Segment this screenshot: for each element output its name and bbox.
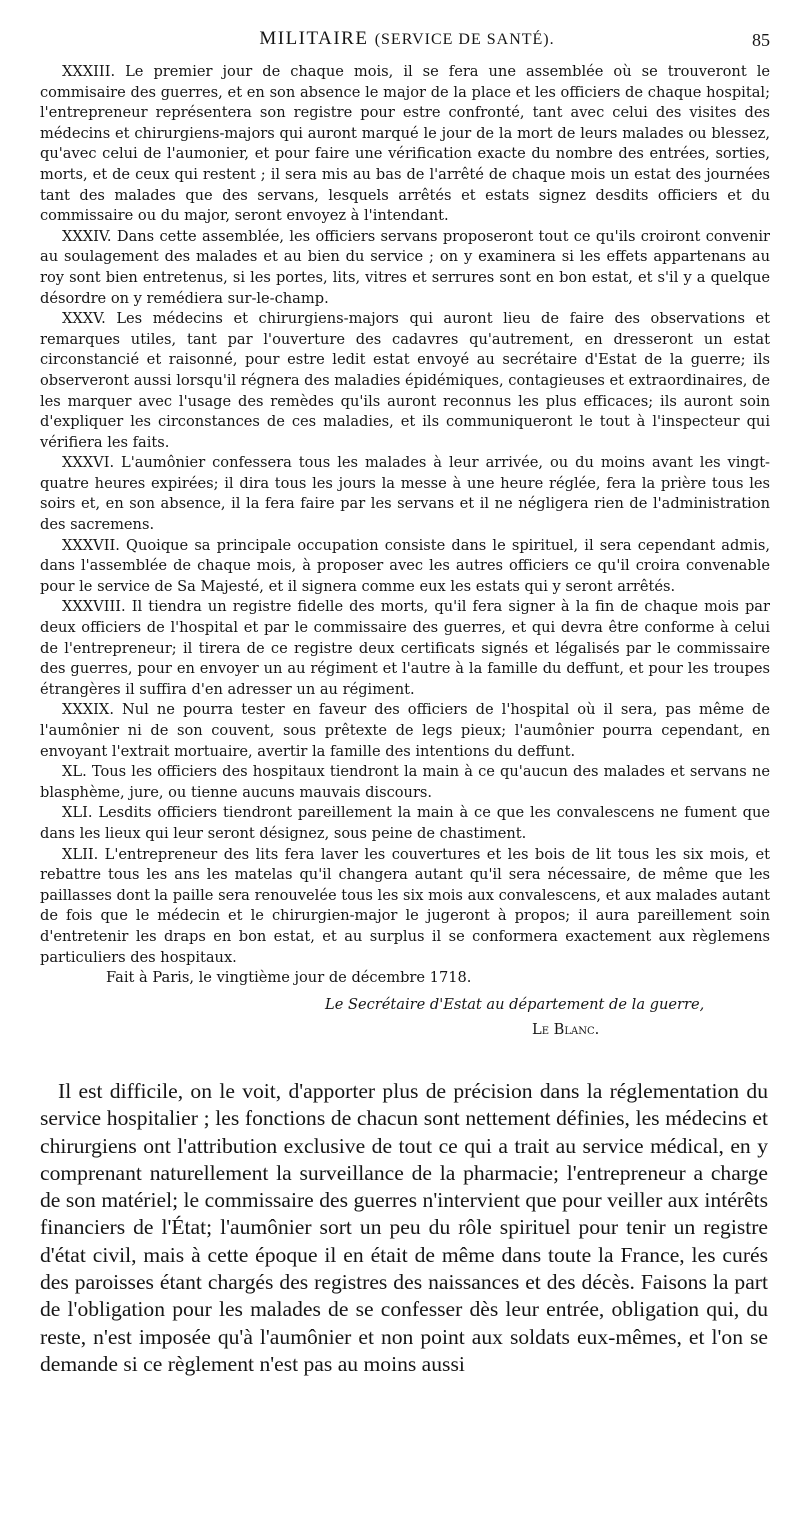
article-xxxix: XXXIX. Nul ne pourra tester en faveur des officiers de l'hospital où il sera, pas même de l'aumônier ni de son couvent, sous prêtexte de legs pieux; l'aumônier pourra cependant, en envoyant l'extrait mortuaire, avertir la famille des intentions du deffunt. [40, 701, 770, 760]
article-xxxvi: XXXVI. L'aumônier confessera tous les malades à leur arrivée, ou du moins avant les vingt-quatre heures expirées; il dira tous les jours la messe à une heure réglée, fera la prière tous les soirs et, en son absence, il la fera faire par les servans et il ne négligera rien de l'administration des sacremens. [40, 454, 770, 534]
commentary-section [40, 1078, 768, 1378]
article-xxxiv: XXXIV. Dans cette assemblée, les officiers servans proposeront tout ce qu'ils croiront convenir au soulagement des malades et au bien du service ; on y examinera si les effets appartenans au roy sont bien entretenus, si les portes, lits, vitres et serrures sont en bon estat, et s'il y a quelque désordre on y remédiera sur-le-champ. [40, 227, 770, 307]
article-xlii: XLII. L'entrepreneur des lits fera laver les couvertures et les bois de lit tous les six mois, et rebattre tous les ans les matelas qu'il changera autant qu'il sera nécessaire, de même que les paillasses dont la paille sera renouvelée tous les six mois aux convalescens, et aux malades autant de fois que le médecin et le chirurgien-major le jugeront à propos; il aura pareillement soin d'entretenir les draps en bon estat, et au surplus il se conformera exactement aux règlemens particuliers des hospitaux. [40, 845, 770, 966]
header-title: MILITAIRE [259, 28, 369, 49]
signer-name: Le Blanc. [532, 1020, 600, 1038]
regulation-articles [40, 62, 770, 1041]
signature-title: Le Secrétaire d'Estat au département de la guerre, [325, 995, 705, 1013]
commentary-paragraph: Il est difficile, on le voit, d'apporter plus de précision dans la réglementation du service hospitalier ; les fonctions de chacun sont nettement définies, les médecins et chirurgiens ont l'attribution exclusive de tout ce qui a trait au service médical, en y comprenant naturellement la surveillance de la pharmacie; l'entrepreneur a charge de son matériel; le commissaire des guerres n'intervient que pour veiller aux intérêts financiers de l'État; l'aumônier sort un peu du rôle spirituel pour tenir un registre d'état civil, mais à cette époque il en était de même dans toute la France, les curés des paroisses étant chargés des registres des naissances et des décès. Faisons la part de l'obligation pour les malades de se confesser dès leur entrée, obligation qui, du reste, n'est imposée qu'à l'aumônier et non point aux soldats eux-mêmes, et l'on se demande si ce règlement n'est pas au moins aussi [40, 1079, 768, 1376]
article-xxxv: XXXV. Les médecins et chirurgiens-majors qui auront lieu de faire des observations et remarques utiles, tant par l'ouverture des cadavres qu'autrement, en dresseront un estat circonstancié et raisonné, pour estre ledit estat envoyé au secrétaire d'Estat de la guerre; ils observeront aussi lorsqu'il régnera des maladies épidémiques, contagieuses et extraordinaires, de les marquer avec l'usage des remèdes qu'ils auront reconnus les plus efficaces; ils auront soin d'expliquer les circonstances de ces maladies, et ils communiqueront le tout à l'inspecteur qui vérifiera les faits. [40, 310, 770, 451]
article-xxxvii: XXXVII. Quoique sa principale occupation consiste dans le spirituel, il sera cependant admis, dans l'assemblée de chaque mois, à proposer avec les autres officiers ce qu'il croira convenable pour le service de Sa Majesté, et il signera comme eux les estats qui y seront arrêtés. [40, 536, 770, 595]
article-xxxviii: XXXVIII. Il tiendra un registre fidelle des morts, qu'il fera signer à la fin de chaque mois par deux officiers de l'hospital et par le commissaire des guerres, et qui devra être conforme à celui de l'entrepreneur; il tirera de ce registre deux certificats signés et légalisés par le commissaire des guerres, pour en envoyer un au régiment et l'autre à la famille du deffunt, et pour les troupes étrangères il suffira d'en adresser un au régiment. [40, 598, 770, 698]
article-xxxiii: XXXIII. Le premier jour de chaque mois, il se fera une assemblée où se trouveront le commisaire des guerres, et en son absence le major de la place et les officiers de chaque hospital; l'entrepreneur représentera son registre pour estre confronté, tant avec celui des visites des médecins et chirurgiens-majors qui auront marqué le jour de la mort de leurs malades ou blessez, qu'avec celui de l'aumonier, et pour faire une vérification exacte du nombre des entrées, sorties, morts, et de ceux qui restent ; il sera mis au bas de l'arrêté de chaque mois un estat des journées tant des malades que des servans, lesquels arrêtés et estats signez desdits officiers et du commissaire ou du major, seront envoyez à l'intendant. [40, 63, 770, 225]
header-title-line [44, 28, 770, 50]
running-header [44, 28, 770, 56]
header-subtitle: (SERVICE DE SANTÉ). [374, 31, 555, 48]
article-xli: XLI. Lesdits officiers tiendront pareillement la main à ce que les convalescens ne fument que dans les lieux qui leur seront désignez, sous peine de chastiment. [40, 804, 770, 842]
page-number: 85 [752, 30, 770, 50]
article-xl: XL. Tous les officiers des hospitaux tiendront la main à ce qu'aucun des malades et servans ne blasphème, jure, ou tienne aucuns mauvais discours. [40, 763, 770, 801]
date-line: Fait à Paris, le vingtième jour de décembre 1718. [106, 969, 472, 987]
